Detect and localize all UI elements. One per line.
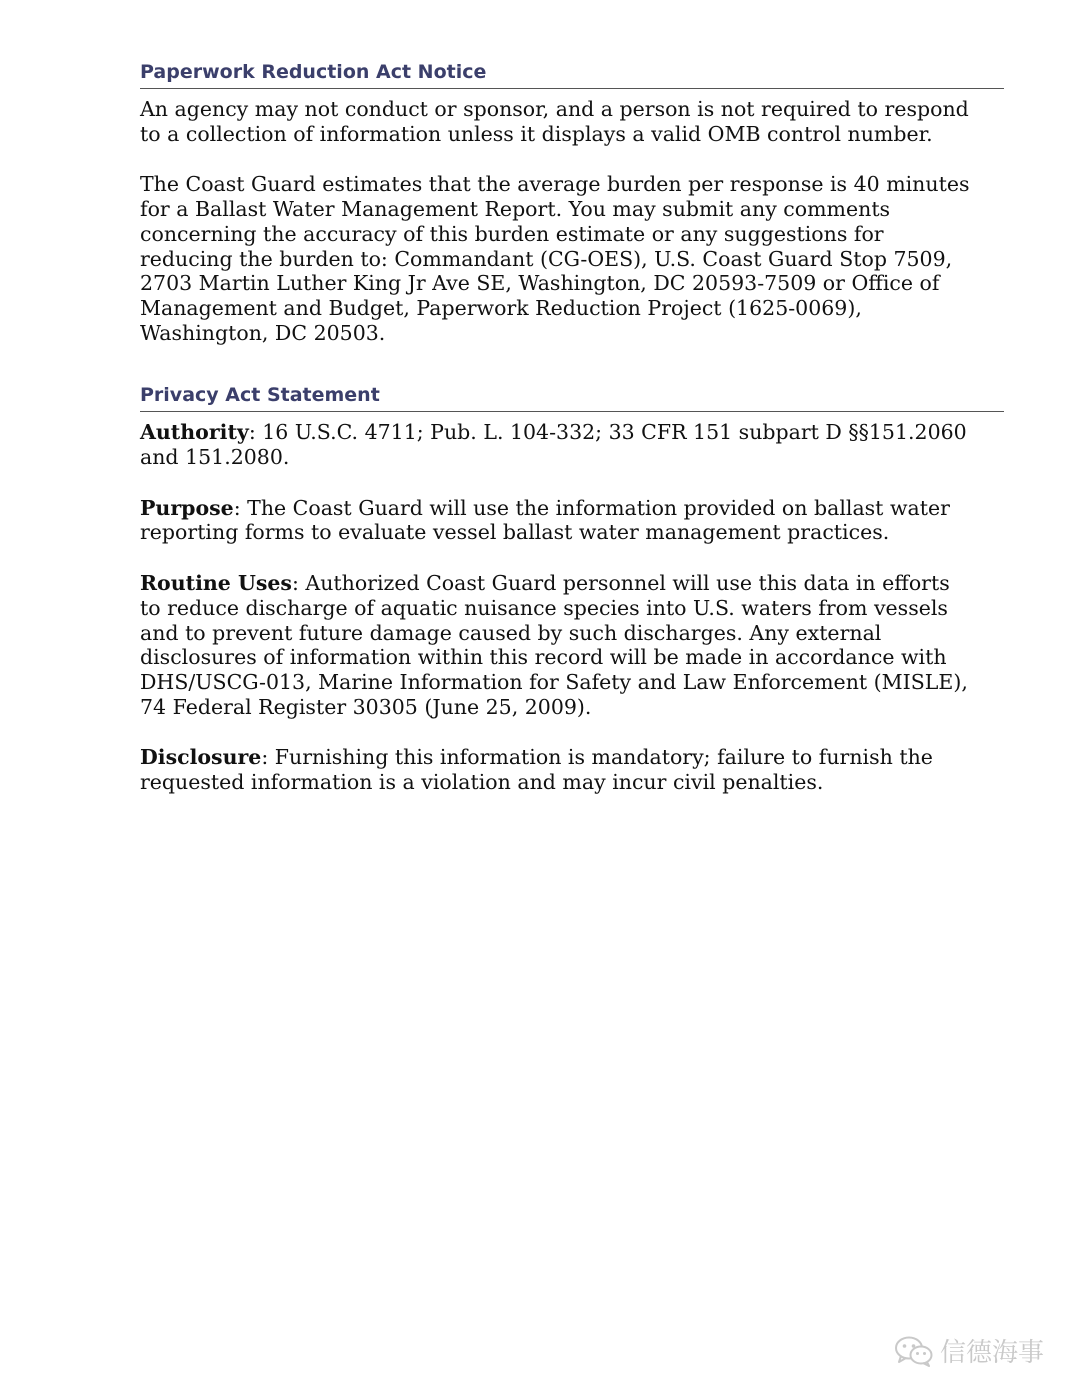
paperwork-notice-heading: Paperwork Reduction Act Notice: [140, 58, 1004, 89]
privacy-disclosure-paragraph: [140, 745, 1004, 794]
authority-label: Authority: [140, 420, 249, 445]
routine-uses-label: Routine Uses: [140, 571, 292, 596]
watermark: [894, 1332, 1044, 1369]
paperwork-notice-paragraph-burden: The Coast Guard estimates that the average burden per response is 40 minutes for a Ballast Water Management Report. You may submit any comments concerning the accuracy of this burden estimate or any suggestions for reducing the burden to: Commandant (CG-OES), U.S. Coast Guard Stop 7509, 2703 Martin Luther King Jr Ave SE, Washington, DC 20593-7509 or Office of Management and Budget, Paperwork Reduction Project (1625-0069), Washington, DC 20503.: [140, 172, 970, 345]
disclosure-label: Disclosure: [140, 745, 262, 770]
routine-uses-text: : Authorized Coast Guard personnel will use this data in efforts to reduce discharge of aquatic nuisance species into U.S. waters from vessels and to prevent future damage caused by such discharges. Any external disclosures of information within this record will be made in accordance with DHS/USCG-013, Marine Information for Safety and Law Enforcement (MISLE), 74 Federal Register 30305 (June 25, 2009).: [140, 571, 968, 719]
privacy-authority-paragraph: [140, 420, 1004, 469]
privacy-routine-uses-paragraph: [140, 571, 1004, 719]
wechat-icon: [894, 1335, 934, 1367]
authority-text: : 16 U.S.C. 4711; Pub. L. 104-332; 33 CFR 151 subpart D §§151.2060 and 151.2080.: [140, 420, 967, 470]
privacy-purpose-paragraph: [140, 496, 1004, 545]
privacy-act-heading: Privacy Act Statement: [140, 381, 1004, 412]
purpose-label: Purpose: [140, 495, 234, 520]
paperwork-notice-paragraph-omb: An agency may not conduct or sponsor, and a person is not required to respond to a collection of information unless it displays a valid OMB control number.: [140, 97, 969, 146]
purpose-text: : The Coast Guard will use the information provided on ballast water reporting forms to evaluate vessel ballast water management practices.: [140, 495, 950, 545]
document-page: [140, 58, 1004, 795]
watermark-text: 信德海事: [939, 1338, 1044, 1368]
disclosure-text: : Furnishing this information is mandatory; failure to furnish the requested information is a violation and may incur civil penalties.: [140, 745, 933, 795]
